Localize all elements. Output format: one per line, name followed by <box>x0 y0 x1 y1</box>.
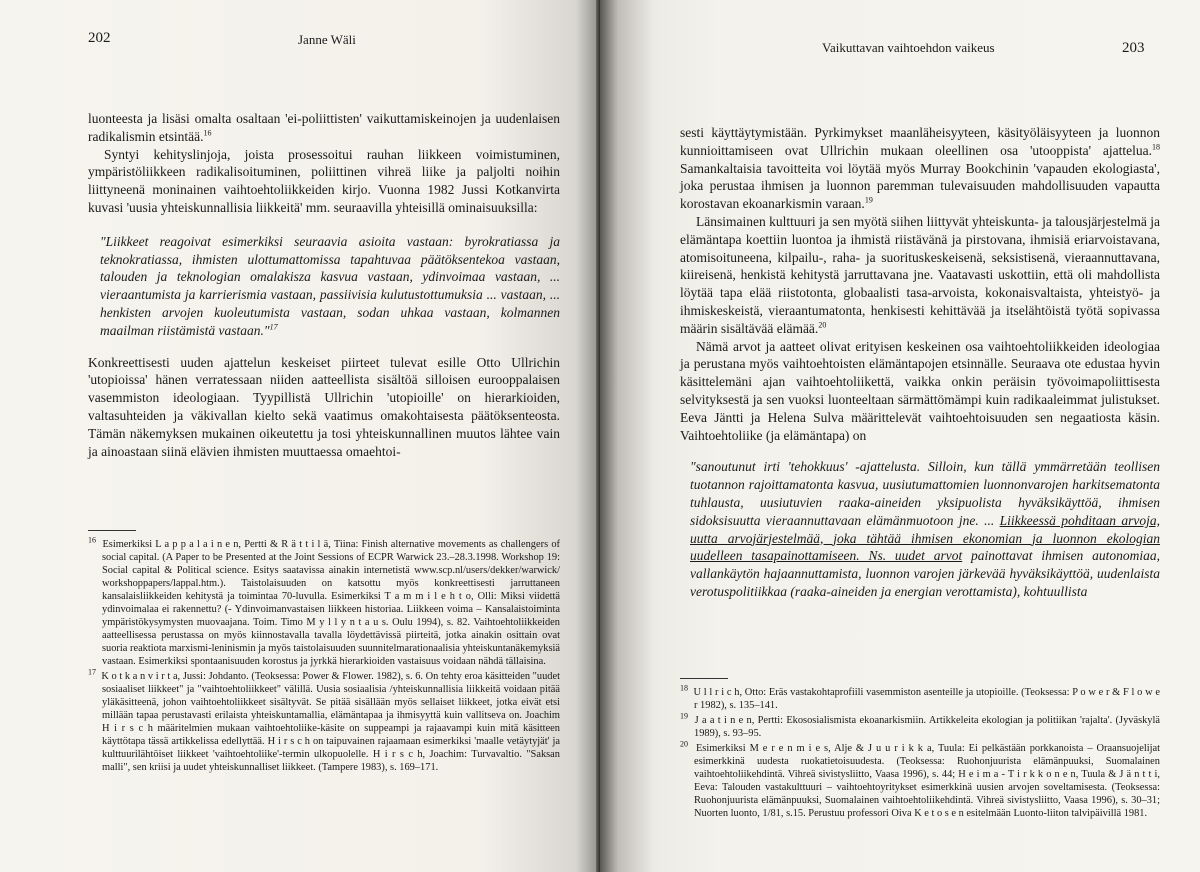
running-header: Janne Wäli <box>298 32 356 47</box>
footnote: $^{16}$ Esimerkiksi L a p p a l a i n e n, Pertti & R ä t t i l ä, Tiina: Finish alternative movements as challengers of social capital. (A Paper to be Presented at the Joint Sessions of ECPR Warwick 23.–28.3.1998. Workshop 19: Social capital & Political science. Esitys saatavissa ainakin internetistä www.scp.nl/users/dekker/warwick/ workshoppapers/lappal.htm.). Taistolaisuuden on katsottu myös konkreettisesti jarruttaneen kansalaisliikkeiden kehitystä ja toimintaa 70-luvulla. Esimerkiksi T a m m i l e h t o, Olli: Miksi viidettä ydinvoimalaa ei rakennettu? (- Ydinvoimanvastaisen liikkeen historiaa. Liikkeen voima – Kansalaistoiminta ympäristökysymysten muovaajana. Toim. Timo M y l l y n t a u s. Oulu 1994), s. 82. Vaihtoehtoliikkeiden aatteellisessa perustassa on myös kiinnostavalla tavalla löydettävissä piirteitä, jotka ainakin osittain ovat suoria reaktiota marxismi-leninismin ja myös taistolaisuuden suunnitelmarationaalisia yhteiskuntanäkemyksiä vastaan. Esimerkiksi spontaanisuuden korostus ja jyrkkä hierarkioiden vastaisuus voidaan nähdä tällaisina. <box>88 535 560 667</box>
footnote: $^{20}$ Esimerkiksi M e r e n m i e s, Alje & J u u r i k k a, Tuula: Ei pelkästään porkkanoista – Oraansuojelijat esimerkkinä uudesta ruokatietoisuudesta. (Teoksessa: Ruohonjuurista elämänpuuksi, Suomalainen vaihtoehtoliikehdintä. Vihreä sivistysliitto, Vaasa 1996), s. 44; H e i m a - T i r k k o n e n, Tuula & J ä n t t i, Eeva: Talouden vastakulttuuri – vaihtoehtoyritykset esimerkkinä uusien arvojen soveltamisesta. (Teoksessa: Ruohonjuurista elämänpuuksi, Suomalainen vaihtoehtoliikehdintä. Vihreä sivistysliitto, Vaasa 1996), s. 30–31; Nuorten luonto, 1/81, s.15. Perustuu professori Oiva K e t o s e n esitelmään Luonto-liiton talvipäivillä 1981. <box>680 739 1160 819</box>
paragraph: Nämä arvot ja aatteet olivat erityisen keskeinen osa vaihtoehtoliikkeiden ideologiaa ja perustana myös vaihtoehtoisten elämäntapojen etsinnälle. Seuraava ote edustaa hyvin käsittelemäni ajan vaihtoehtoliikettä, vaikka onkin peräisin työvoimapoliittisesta selvityksestä ja sen vuoksi luonteeltaan särmättömämpi kuin radikaaleimmat julistukset. Eeva Jäntti ja Helena Sulva määrittelevät vaihtoehtoisuuden sen negaatiosta käsin. Vaihtoehtoliike (ja elämäntapa) on <box>680 338 1160 443</box>
footnote-ref: 17 <box>269 322 278 332</box>
paragraph: sesti käyttäytymistään. Pyrkimykset maanläheisyyteen, käsityöläisyyteen ja luonnon kunnioittamiseen ovat Ullrichin mukaan oleellinen osa 'utooppista' ajattelua.$^{18}$ Samankaltaisia tavoitteita voi löytää myös Murray Bookchinin 'vapauden ekologiasta', joka perustaa ihmisen ja luonnon paremman tulevaisuuden mahdollisuuden vapautta korostavan ekoanarkismin varaan.$^{19}$ <box>680 125 1160 212</box>
block-quote: "sanoutunut irti 'tehokkuus' -ajattelusta. Silloin, kun tällä ymmärretään teollisen tuotannon rajoittamatonta kasvua, uusiutumattomien luonnonvarojen harkitsematonta tuhlausta, uusiutuvien raaka-aineiden yksipuolista hyväksikäyttöä, ihmisen sidoksisuutta vieraannuttavaan elämänmuotoon jne. ... Liikkeessä pohditaan arvoja, uutta arvojärjestelmää, joka tähtää ihmisen ekonomian ja luonnon ekologian uudelleen tasapainottamiseen. Ns. uudet arvot painottavat ihmisen autonomiaa, vallankäytön hajaannuttamista, luonnon varojen järkevää hyväksikäyttöä, uudenlaista verotuspolitiikkaa (raaka-aineiden ja energian verottamista), kohtuullista <box>690 459 1160 599</box>
footnote-rule <box>88 530 136 531</box>
footnote: $^{18}$ U l l r i c h, Otto: Eräs vastakohtaprofiili vasemmiston asenteille ja utopioille. (Teoksessa: P o w e r & F l o w e r 1982), s. 135–141. <box>680 683 1160 711</box>
footnote-ref: 20 <box>818 320 827 330</box>
footnote-rule <box>680 678 728 679</box>
footnote-ref: 16 <box>203 128 212 138</box>
footnote: $^{17}$ K o t k a n v i r t a, Jussi: Johdanto. (Teoksessa: Power & Flower. 1982), s. 6. On tehty eroa käsitteiden "uudet sosiaaliset liikkeet" ja "vaihtoehtoliikkeet" välillä. Uusia sosiaalisia /yhteiskunnallisia liikkeitä voidaan pitää yläkäsitteenä, johon vaihtoehtoliikkeet sisältyvät. Se pitää sisällään myös sellaiset liikkeet, jotka eivät etsi millään tapaa perustavasti erilaista yhteiskuntamallia, elämäntapaa ja ihmisyyttä kuin vallitseva on. Joachim H i r s c h määritelmien mukaan vaihtoehtoliike-käsite on suppeampi ja rajaavampi kuin mitä käsitteen käyttötapa tässä artikkelissa edellyttää. H i r s c h on taipuvainen rajaamaan esimerkiksi 'maalle vetäytyjät' ja kulttuurilähtöiset liikkeet 'vaihtoehtoliike'-termin ulkopuolelle. H i r s c h, Joachim: Turvavaltio. "Saksan malli", sen kriisi ja uudet yhteiskunnalliset liikkeet. (Tampere 1983), s. 169–171. <box>88 667 560 773</box>
page-number: 202 <box>88 30 111 46</box>
left-body-text <box>88 110 560 460</box>
right-body-text <box>680 124 1160 601</box>
paragraph: Länsimainen kulttuuri ja sen myötä siihen liittyvät yhteiskunta- ja talousjärjestelmä ja elämäntapa koettiin luontoa ja ihmistä riistävänä ja pirstovana, ihmisiä eriarvoistavana, atomisoituneena, kilpailu-, raha- ja suorituskeskeisenä, seksistisenä, vieraannuttavana, kiireisenä, henkistä kehitystä jarruttavana jne. Vaatavasti uskottiin, että oli mahdollista löytää tapa elää riistotonta, globaalisti tasa-arvoista, kokonaisvaltaista, yhteistyö- ja ihmiskeskeistä, vieraantumatonta, henkisesti kehittävää ja itselähtöistä työtä sopivassa määrin sisältävää elämää.$^{20}$ <box>680 213 1160 336</box>
underlined-passage: Liikkeessä pohditaan arvoja, uutta arvojärjestelmää, joka tähtää ihmisen ekonomian ja luonnon ekologian uudelleen tasapainottamiseen. Ns. uudet arvot <box>690 512 1160 564</box>
paragraph: Syntyi kehityslinjoja, joista prosessoitui rauhan liikkeen voimistuminen, ympäristöliikkeen radikalisoituminen, poliittinen vihreä liike ja paljolti noihin liittyneenä moninainen vaihtoehtoliikkeiden kirjo. Vuonna 1982 Jussi Kotkanvirta kuvasi 'uusia yhteiskunnallisia liikkeitä' mm. seuraavilla yhteisillä ominaisuuksilla: <box>88 146 560 215</box>
right-page <box>600 0 1200 872</box>
footnote-ref: 19 <box>864 195 873 205</box>
right-footnotes <box>680 683 1160 822</box>
running-header: Vaikuttavan vaihtoehdon vaikeus <box>822 40 995 55</box>
footnote: $^{19}$ J a a t i n e n, Pertti: Ekososialismista ekoanarkismiin. Artikkeleita ekologian ja politiikan 'rajalta'. (Jyväskylä 1989), s. 93–95. <box>680 711 1160 739</box>
page-number: 203 <box>1122 40 1145 56</box>
paragraph: Konkreettisesti uuden ajattelun keskeiset piirteet tulevat esille Otto Ullrichin 'utopioissa' hänen verratessaan niiden aatteellista sisältöä silloisen eurooppalaisen vasemmiston ideologiaan. Tyypillistä Ullrichin 'utopioille' on hierarkioiden, valtasuhteiden ja väkivallan kielto sekä vaatimus omakohtaisesta päätöksenteosta. Tämän näkemyksen mukainen oikeutettu ja tosi yhteiskunnallinen muutos lähtee vain ja ainoastaan siinä elävien ihmisten muuttaessa omaehtoi- <box>88 354 560 459</box>
footnote-ref: 18 <box>1152 142 1160 152</box>
left-footnotes <box>88 535 560 776</box>
paragraph: luonteesta ja lisäsi omalta osaltaan 'ei-poliittisten' vaikuttamiskeinojen ja uudenlaisen radikalismin etsintää.$^{16}$ <box>88 111 560 144</box>
block-quote: "Liikkeet reagoivat esimerkiksi seuraavia asioita vastaan: byrokratiassa ja teknokratiassa, ihmisten ulottumattomissa tapahtuvaa päätöksentekoa vastaan, talouden ja teknologian omalakisza kasvua vastaan, ydinvoimaa vastaan, ... vieraantumista ja karrierismia vastaan, passiivisia kulutustottumuksia ... vastaan, ... henkisten arvojen kuoleutumista vastaan, sodan uhkaa vastaan, kolmannen maailman riistämistä vastaan."$^{17}$ <box>100 233 560 338</box>
